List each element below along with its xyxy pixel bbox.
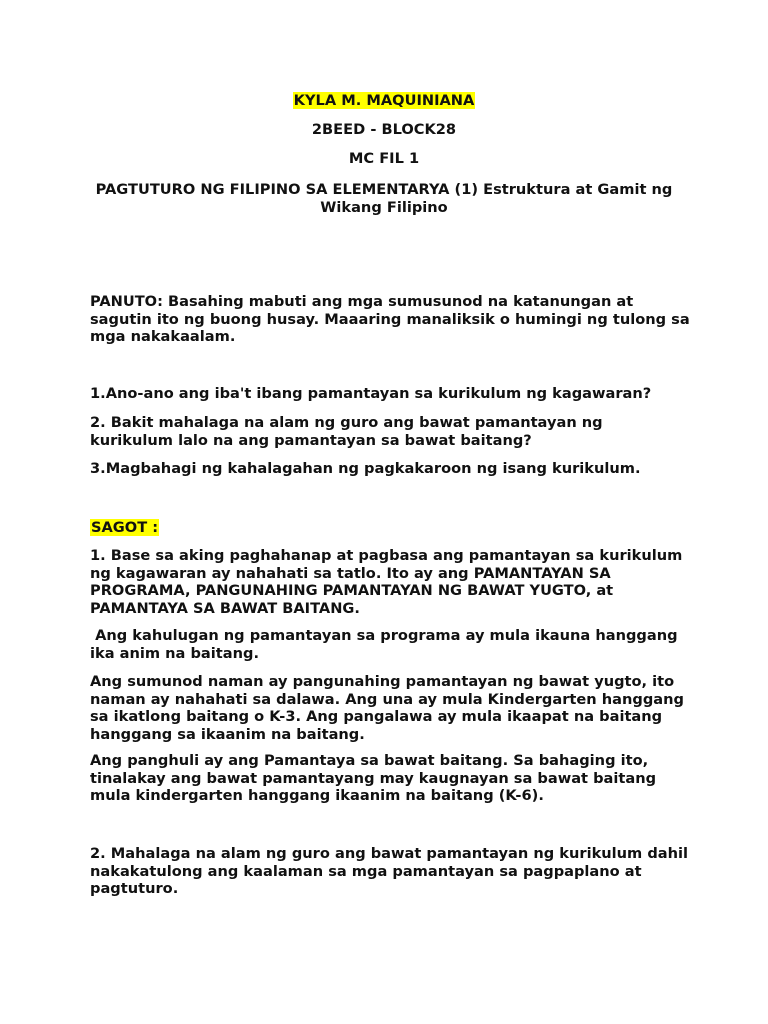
student-name: KYLA M. MAQUINIANA (293, 92, 475, 109)
answers-label-line (90, 519, 690, 537)
question-3: 3.Magbahagi ng kahalagahan ng pagkakaroon ng isang kurikulum. (90, 460, 641, 477)
answer-paragraph-1: 1. Base sa aking paghahanap at pagbasa ang pamantayan sa kurikulum ng kagawaran ay nahahati sa tatlo. Ito ay ang PAMANTAYAN SA PROGRAMA, PANGUNAHING PAMANTAYAN NG BAWAT YUGTO, at PAMANTAYA SA BAWAT BAITANG. (90, 547, 688, 617)
question-1: 1.Ano-ano ang iba't ibang pamantayan sa kurikulum ng kagawaran? (90, 385, 652, 402)
course-code: MC FIL 1 (348, 150, 420, 167)
question-2: 2. Bakit mahalaga na alam ng guro ang bawat pamantayan ng kurikulum lalo na ang pamantayan sa bawat baitang? (90, 414, 603, 449)
instructions-paragraph: PANUTO: Basahing mabuti ang mga sumusunod na katanungan at sagutin ito ng buong husay. Maaaring manaliksik o humingi ng tulong sa mga nakakaalam. (90, 293, 690, 345)
document-title: PAGTUTURO NG FILIPINO SA ELEMENTARYA (1) Estruktura at Gamit ng Wikang Filipino (95, 181, 673, 216)
section-line: 2BEED - BLOCK28 (311, 121, 457, 138)
answer-paragraph-4: Ang panghuli ay ang Pamantaya sa bawat baitang. Sa bahaging ito, tinalakay ang bawat pamantayang may kaugnayan sa bawat baitang mula kindergarten hanggang ikaanim na baitang (K-6). (90, 752, 657, 804)
answer-paragraph-3: Ang sumunod naman ay pangunahing pamantayan ng bawat yugto, ito naman ay nahahati sa dalawa. Ang una ay mula Kindergarten hanggang sa ikatlong baitang o K-3. Ang pangalawa ay mula ikaapat na baitang hanggang sa ikaanim na baitang. (90, 673, 684, 743)
answers-label: SAGOT : (91, 519, 159, 536)
student-name-line (80, 92, 688, 110)
answer-paragraph-5: 2. Mahalaga na alam ng guro ang bawat pamantayan ng kurikulum dahil nakakatulong ang kaalaman sa mga pamantayan sa pagpaplano at pagtuturo. (90, 845, 689, 897)
answer-paragraph-2: Ang kahulugan ng pamantayan sa programa ay mula ikauna hanggang ika anim na baitang. (90, 627, 683, 662)
